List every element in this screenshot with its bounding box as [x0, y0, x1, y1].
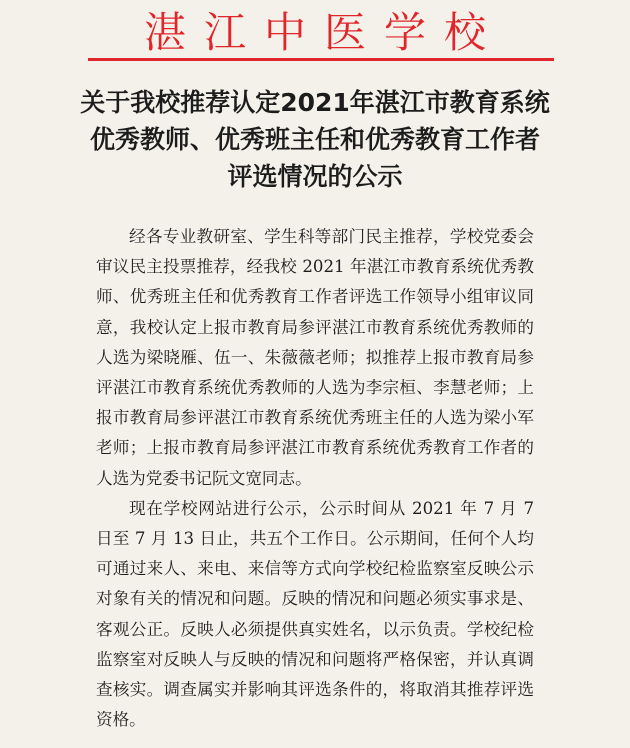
- notice-body: [96, 222, 534, 735]
- letterhead: [0, 8, 630, 58]
- letterhead-red-rule: [88, 58, 554, 61]
- title-line-2: 优秀教师、优秀班主任和优秀教育工作者: [89, 125, 540, 154]
- title-line-3: 评选情况的公示: [227, 162, 403, 191]
- body-paragraph-1: 经各专业教研室、学生科等部门民主推荐，学校党委会审议民主投票推荐，经我校 2021 年湛江市教育系统优秀教师、优秀班主任和优秀教育工作者评选工作领导小组审议同意，我校认定上报市教育局参评湛江市教育系统优秀教师的人选为梁晓雁、伍一、朱薇薇老师；拟推荐上报市教育局参评湛江市教育系统优秀教师的人选为李宗桓、李慧老师；上报市教育局参评湛江市教育系统优秀班主任的人选为梁小军老师；上报市教育局参评湛江市教育系统优秀教育工作者的人选为党委书记阮文宽同志。: [96, 227, 534, 488]
- organization-name: 湛江中医学校: [143, 8, 504, 57]
- body-paragraph-2: 现在学校网站进行公示，公示时间从 2021 年 7 月 7 日至 7 月 13 日止，共五个工作日。公示期间，任何个人均可通过来人、来电、来信等方式向学校纪检监察室反映公示对象有关的情况和问题。反映的情况和问题必须实事求是、客观公正。反映人必须提供真实姓名，以示负责。学校纪检监察室对反映人与反映的情况和问题将严格保密，并认真调查核实。调查属实并影响其评选条件的，将取消其推荐评选资格。: [96, 498, 534, 730]
- title-line-1: 关于我校推荐认定2021年湛江市教育系统: [80, 88, 550, 117]
- notice-title: [0, 84, 630, 195]
